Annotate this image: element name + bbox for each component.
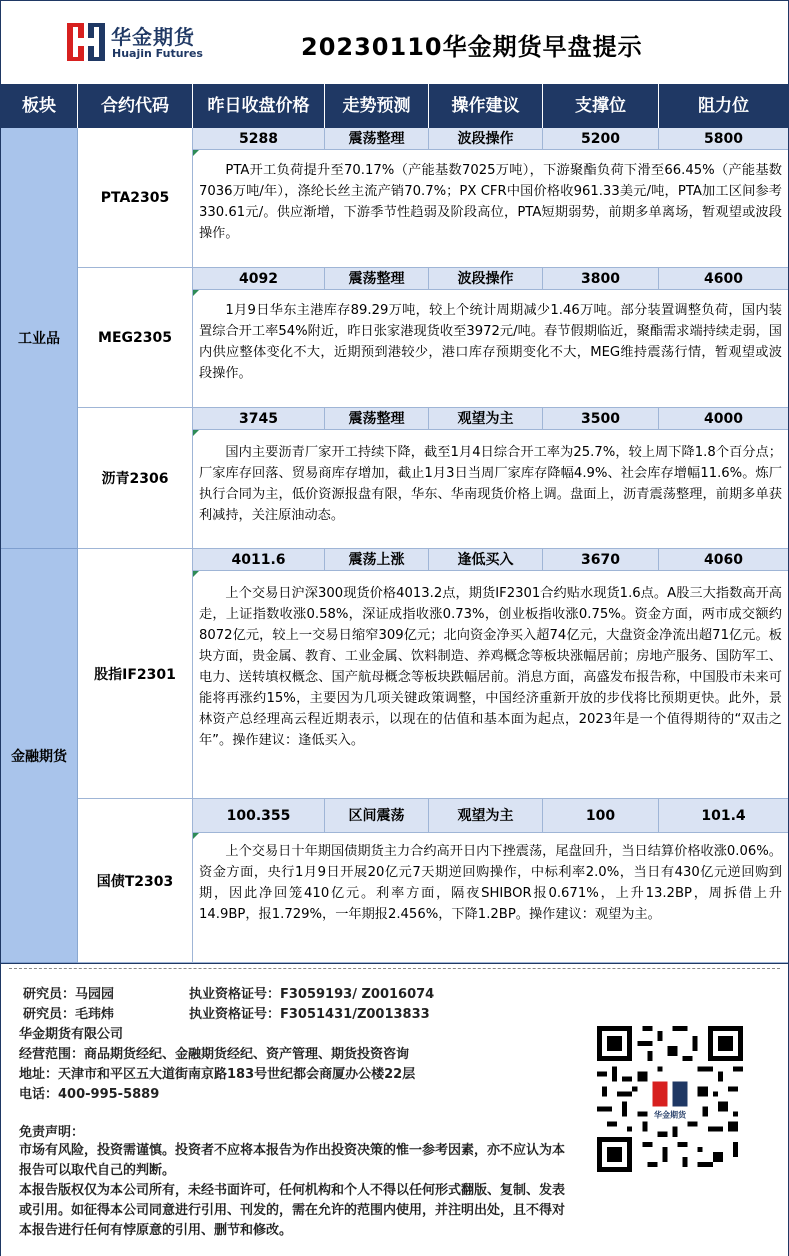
report-header <box>1 1 788 84</box>
qr-logo-label: 华金期货 <box>653 1110 687 1120</box>
row-code: 股指IF2301 <box>78 549 193 799</box>
cell-close: 4011.6 <box>193 549 325 571</box>
cell-close: 5288 <box>193 128 325 150</box>
footer-divider <box>9 968 780 969</box>
table-row <box>193 268 788 290</box>
comment-text: 1月9日华东主港库存89.29万吨，较上个统计周期减少1.46万吨。部分装置调整负荷，国内装置综合开工率54%附近，昨日张家港现货收至3972元/吨。春节假期临近，聚酯需求端持续走弱，国内供应整体变化不大，近期预到港较少，港口库存预期变化不大，MEG维持震荡行情，暂观望或波段操作。 <box>199 303 782 381</box>
qr-code-icon <box>597 1026 743 1172</box>
researcher-1: 研究员：马园园 <box>23 987 115 1002</box>
row-code: 沥青2306 <box>78 408 193 549</box>
cell-trend: 震荡整理 <box>325 408 429 430</box>
row-comment <box>193 290 788 408</box>
cell-resistance: 4060 <box>704 552 743 568</box>
cell-advice: 逢低买入 <box>429 549 543 571</box>
cell-advice: 观望为主 <box>429 799 543 833</box>
cell-resistance: 101.4 <box>701 808 746 824</box>
col-code: 合约代码 <box>78 84 193 128</box>
cell-resistance: 5800 <box>704 131 743 147</box>
note-marker-icon <box>193 290 199 296</box>
company-logo <box>67 19 212 65</box>
cell-trend: 震荡整理 <box>325 268 429 290</box>
table-row <box>193 128 788 150</box>
cell-close: 100.355 <box>193 799 325 833</box>
row-code: PTA2305 <box>78 128 193 268</box>
row-comment <box>193 430 788 549</box>
logo-text-cn: 华金期货 <box>111 25 195 49</box>
col-sector: 板块 <box>1 84 78 128</box>
researcher-2: 研究员：毛玮炜 <box>23 1007 115 1022</box>
disclaimer-title: 免责声明： <box>19 1125 85 1140</box>
comment-text: 上个交易日十年期国债期货主力合约高开日内下挫震荡，尾盘回升，当日结算价格收涨0.06%。资金方面，央行1月9日开展20亿元7天期逆回购操作，中标利率2.0%，当日有430亿元逆回购到期，因此净回笼410亿元。利率方面，隔夜SHIBOR报0.671%，上升13.2BP，周拆借上升14.9BP，报1.729%，一年期报2.456%，下降1.2BP。操作建议：观望为主。 <box>199 844 782 922</box>
table-row <box>193 799 788 833</box>
sector-financial: 金融期货 <box>1 549 78 963</box>
note-marker-icon <box>193 571 199 577</box>
col-advice: 操作建议 <box>429 84 543 128</box>
cell-support: 3670 <box>543 549 659 571</box>
col-support: 支撑位 <box>543 84 659 128</box>
sector-industrial: 工业品 <box>1 128 78 549</box>
table-row <box>193 549 788 571</box>
huajin-logo-icon <box>67 23 105 61</box>
col-close: 昨日收盘价格 <box>193 84 325 128</box>
note-marker-icon <box>193 833 199 839</box>
cell-close: 4092 <box>193 268 325 290</box>
table-header <box>1 84 788 128</box>
note-marker-icon <box>193 150 199 156</box>
row-comment <box>193 833 788 963</box>
row-comment <box>193 571 788 799</box>
cell-trend: 区间震荡 <box>325 799 429 833</box>
cell-support: 100 <box>543 799 659 833</box>
row-code: MEG2305 <box>78 268 193 408</box>
cell-resistance: 4600 <box>704 271 743 287</box>
disclaimer-text-1: 市场有风险，投资需谨慎。投资者不应将本报告为作出投资决策的惟一参考因素，亦不应认为本报告可以取代自己的判断。 <box>19 1143 566 1178</box>
cell-advice: 波段操作 <box>429 128 543 150</box>
cell-resistance: 4000 <box>704 411 743 427</box>
table-row <box>193 408 788 430</box>
company-name: 华金期货有限公司 <box>19 1027 124 1042</box>
col-trend: 走势预测 <box>325 84 429 128</box>
comment-text: PTA开工负荷提升至70.17%（产能基数7025万吨），下游聚酯负荷下滑至66.45%（产能基数7036万吨/年），涤纶长丝主流产销70.7%；PX CFR中国价格收961.33美元/吨，PTA加工区间参考330.61元/。供应渐增，下游季节性趋弱及阶段高位，PTA短期弱势，前期多单离场，暂观望或波段操作。 <box>199 163 782 241</box>
business-scope: 经营范围：商品期货经纪、金融期货经纪、资产管理、期货投资咨询 <box>19 1047 410 1062</box>
disclaimer-text-2: 本报告版权仅为本公司所有，未经书面许可，任何机构和个人不得以任何形式翻版、复制、发表或引用。如征得本公司同意进行引用、刊发的，需在允许的范围内使用，并注明出处，且不得对本报告进行任何有悖原意的引用、删节和修改。 <box>19 1183 566 1238</box>
cell-trend: 震荡整理 <box>325 128 429 150</box>
row-comment <box>193 150 788 268</box>
report-title: 20230110华金期货早盘提示 <box>301 33 643 61</box>
col-resistance: 阻力位 <box>698 96 749 116</box>
researcher-2-cert: 执业资格证号：F3051431/Z0013833 <box>189 1007 430 1022</box>
cell-support: 3800 <box>543 268 659 290</box>
researcher-1-cert: 执业资格证号：F3059193/ Z0016074 <box>189 987 435 1002</box>
company-phone: 电话：400-995-5889 <box>19 1087 160 1102</box>
row-code: 国债T2303 <box>78 799 193 963</box>
note-marker-icon <box>193 430 199 436</box>
cell-support: 3500 <box>543 408 659 430</box>
comment-text: 上个交易日沪深300现货价格4013.2点，期货IF2301合约贴水现货1.6点。A股三大指数高开高走，上证指数收涨0.58%，深证成指收涨0.73%，创业板指收涨0.75%。资金方面，两市成交额约8072亿元，较上一交易日缩窄309亿元；北向资金净买入超74亿元，大盘资金净流出超71亿元。板块方面，贵金属、教育、工业金属、饮料制造、养鸡概念等板块涨幅居前；房地产服务、国防军工、电力、送转填权概念、国产航母概念等板块跌幅居前。消息方面，高盛发布报告称，中国股市未来可能将再涨约15%，主要因为几项关键政策调整，中国经济重新开放的步伐将比预期更快。此外，景林资产总经理高云程近期表示，以现在的估值和基本面为起点，2023年是一个值得期待的“双击之年”。操作建议：逢低买入。 <box>199 586 782 748</box>
company-address: 地址：天津市和平区五大道街南京路183号世纪都会商厦办公楼22层 <box>19 1067 416 1082</box>
logo-text-en: Huajin Futures <box>112 47 203 60</box>
cell-trend: 震荡上涨 <box>325 549 429 571</box>
comment-text: 国内主要沥青厂家开工持续下降，截至1月4日综合开工率为25.7%，较上周下降1.8个百分点；厂家库存回落、贸易商库存增加，截止1月3日当周厂家库存降幅4.9%、社会库存增幅11.6%。炼厂执行合同为主，低价资源报盘有限，华东、华南现货价格上调。盘面上，沥青震荡整理，前期多单获利减持，关注原油动态。 <box>199 445 782 523</box>
cell-advice: 波段操作 <box>429 268 543 290</box>
cell-close: 3745 <box>193 408 325 430</box>
cell-advice: 观望为主 <box>429 408 543 430</box>
report-footer <box>1 963 788 1256</box>
cell-support: 5200 <box>543 128 659 150</box>
